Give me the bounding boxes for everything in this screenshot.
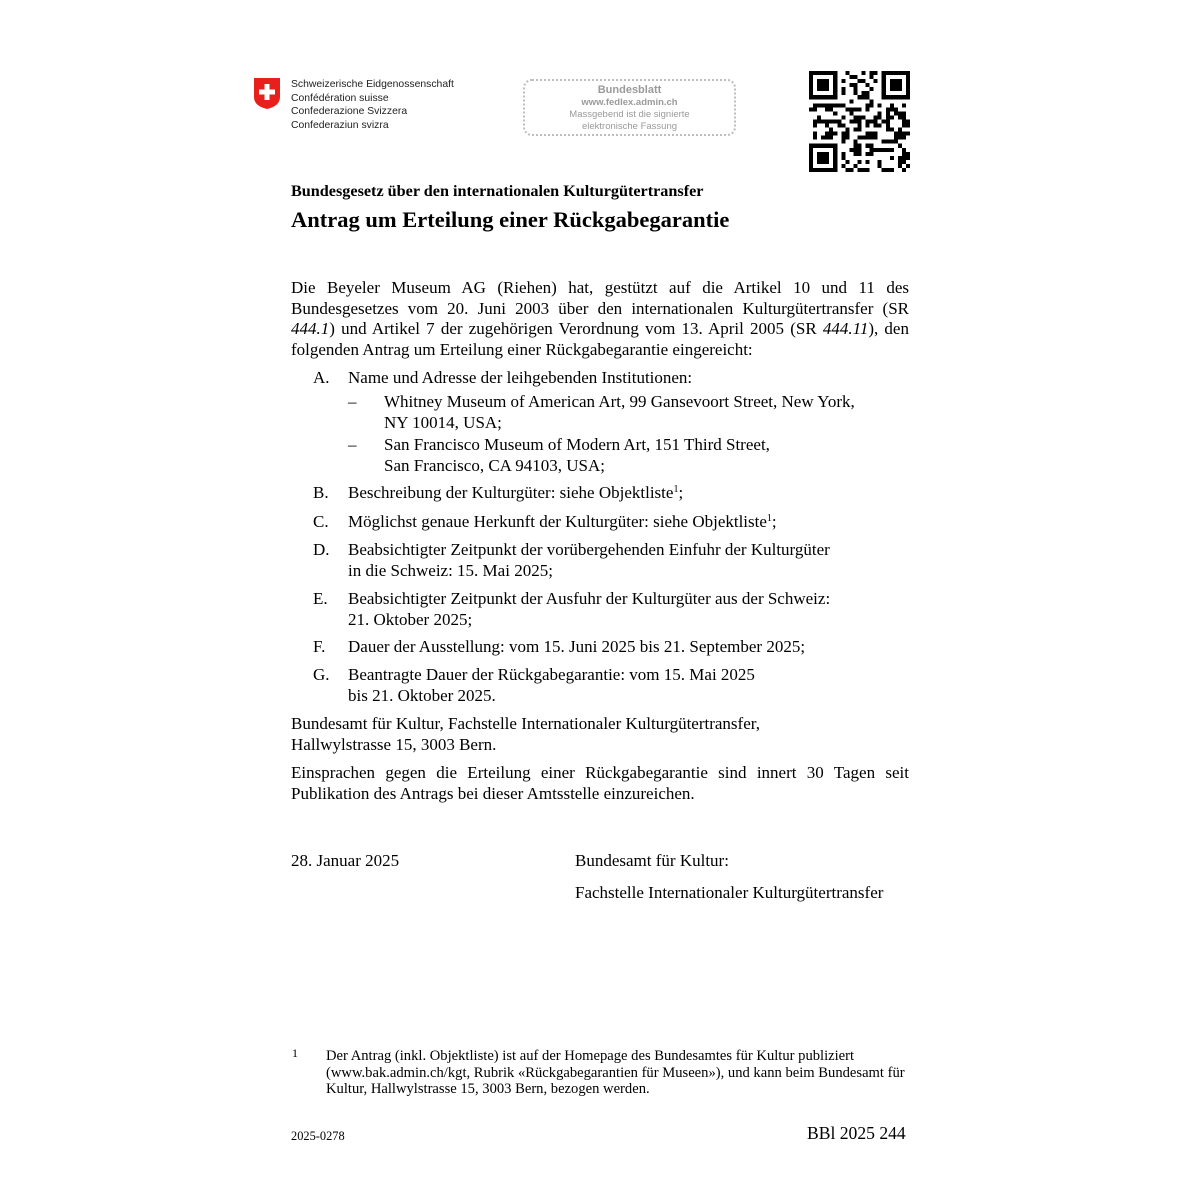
item-label: A.	[313, 368, 330, 387]
lender-line2: San Francisco, CA 94103, USA;	[384, 455, 605, 475]
confederation-name-fr: Confédération suisse	[291, 92, 389, 104]
intro-sr2: 444.11	[822, 319, 869, 339]
lender-line1: Whitney Museum of American Art, 99 Gansevoort Street, New York,	[384, 392, 855, 411]
bundesblatt-stamp	[523, 79, 736, 136]
footnote-text: Der Antrag (inkl. Objektliste) ist auf der Homepage des Bundesamtes für Kultur publiziert (www.bak.admin.ch/kgt, Rubrik «Rückgabegarantien für Museen»), und kann beim Bundesamt für Kultur, Hallwylstrasse 15, 3003 Bern, bezogen werden.	[326, 1048, 905, 1098]
item-label: B.	[313, 483, 329, 502]
item-label: G.	[313, 665, 330, 684]
lender-whitney	[384, 392, 909, 433]
item-line1: Beantragte Dauer der Rückgabegarantie: vom 15. Mai 2025	[348, 665, 755, 684]
document-number: 2025-0278	[291, 1129, 345, 1143]
item-text	[348, 665, 909, 706]
confederation-names	[291, 78, 454, 132]
footnote-ref: 1	[673, 484, 679, 495]
dash-bullet: –	[348, 392, 357, 411]
page-title: Antrag um Erteilung einer Rückgabegarantie	[291, 207, 730, 232]
item-label: F.	[313, 637, 326, 656]
item-text	[348, 540, 909, 581]
item-text-end: ;	[771, 512, 777, 531]
stamp-note-line1: Massgebend ist die signierte	[569, 109, 690, 120]
item-line2: in die Schweiz: 15. Mai 2025;	[348, 560, 553, 580]
footnote-number: 1	[292, 1046, 298, 1060]
confederation-name-rm: Confederaziun svizra	[291, 119, 389, 131]
office-line2: Hallwylstrasse 15, 3003 Bern.	[291, 734, 497, 754]
bbl-reference: BBl 2025 244	[807, 1123, 906, 1143]
swiss-flag-icon	[253, 77, 281, 110]
item-text	[348, 512, 909, 533]
dash-bullet: –	[348, 435, 357, 454]
item-text	[348, 589, 909, 630]
lender-line2: NY 10014, USA;	[384, 412, 502, 432]
stamp-note-line2: elektronische Fassung	[581, 121, 678, 132]
item-text: Name und Adresse der leihgebenden Institutionen:	[348, 368, 693, 387]
signature-authority: Bundesamt für Kultur:	[575, 851, 729, 870]
intro-paragraph	[291, 278, 909, 360]
item-label: D.	[313, 540, 330, 559]
signature-unit: Fachstelle Internationaler Kulturgütertransfer	[575, 883, 884, 902]
item-line2: 21. Oktober 2025;	[348, 609, 473, 629]
objection-paragraph: Einsprachen gegen die Erteilung einer Rückgabegarantie sind innert 30 Tagen seit Publikation des Antrags bei dieser Amtsstelle einzureichen.	[291, 763, 909, 803]
office-address	[291, 714, 909, 755]
confederation-name-de: Schweizerische Eidgenossenschaft	[291, 79, 454, 90]
signature-date: 28. Januar 2025	[291, 851, 400, 870]
intro-part2: ) und Artikel 7 der zugehörigen Verordnung vom 13. April 2005 (SR	[329, 319, 823, 339]
item-line1: Beabsichtigter Zeitpunkt der vorübergehenden Einfuhr der Kulturgüter	[348, 540, 830, 559]
item-label: E.	[313, 589, 328, 608]
office-line1: Bundesamt für Kultur, Fachstelle Internationaler Kulturgütertransfer,	[291, 714, 760, 733]
intro-part1: Die Beyeler Museum AG (Riehen) hat, gestützt auf die Artikel 10 und 11 des Bundesgesetzes vom 20. Juni 2003 über den internationalen Kulturgütertransfer (SR	[291, 278, 909, 318]
confederation-name-it: Confederazione Svizzera	[291, 106, 408, 118]
item-line1: Beabsichtigter Zeitpunkt der Ausfuhr der Kulturgüter aus der Schweiz:	[348, 589, 831, 608]
law-subtitle: Bundesgesetz über den internationalen Kulturgütertransfer	[291, 182, 704, 200]
intro-part3: ), den folgenden Antrag um Erteilung einer Rückgabegarantie eingereicht:	[291, 319, 909, 359]
item-label: C.	[313, 512, 329, 531]
stamp-title: Bundesblatt	[597, 84, 662, 96]
lender-line1: San Francisco Museum of Modern Art, 151 Third Street,	[384, 435, 770, 454]
item-text	[348, 483, 909, 504]
lender-sfmoma	[384, 435, 909, 476]
item-text-main: Beschreibung der Kulturgüter: siehe Objektliste	[348, 483, 674, 502]
item-text: Dauer der Ausstellung: vom 15. Juni 2025 bis 21. September 2025;	[348, 637, 806, 656]
qr-code-icon	[809, 71, 910, 172]
intro-sr1: 444.1	[291, 319, 330, 339]
item-line2: bis 21. Oktober 2025.	[348, 685, 496, 705]
item-text-end: ;	[678, 483, 684, 502]
footnote-ref: 1	[766, 513, 772, 524]
item-text-main: Möglichst genaue Herkunft der Kulturgüter: siehe Objektliste	[348, 512, 767, 531]
stamp-url: www.fedlex.admin.ch	[581, 97, 678, 108]
